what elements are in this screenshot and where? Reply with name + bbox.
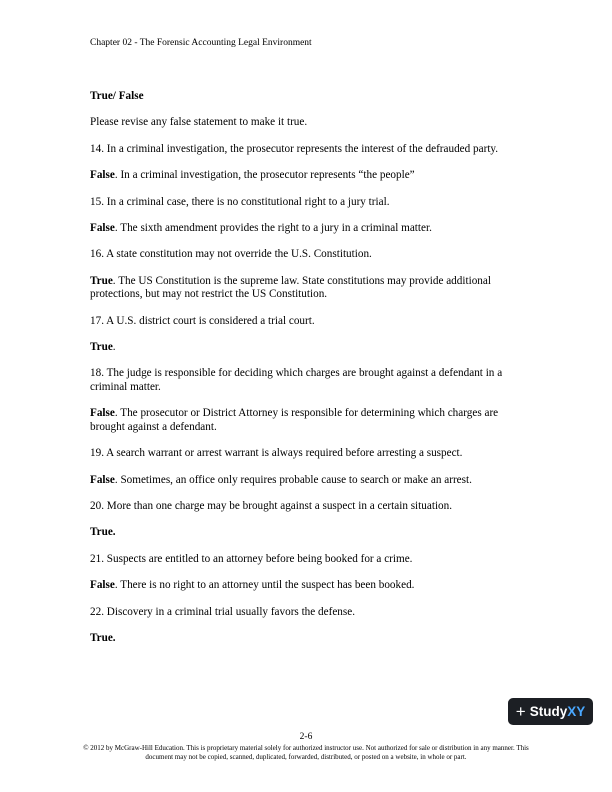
question-20: 20. More than one charge may be brought against a suspect in a certain situation. [90,499,453,512]
answer-explanation: . The sixth amendment provides the right to a jury in a criminal matter. [114,222,432,235]
answer-verdict: False [90,473,115,486]
answer-19 [90,474,530,487]
question-21: 21. Suspects are entitled to an attorney before being booked for a crime. [90,552,413,565]
answer-verdict: False [90,579,115,592]
answer-16 [90,275,530,302]
brand-part-xy: XY [567,704,586,719]
answer-verdict: True [90,341,113,354]
question-16: 16. A state constitution may not override the U.S. Constitution. [90,248,372,261]
studyxy-badge[interactable] [508,698,593,725]
answer-explanation: . Sometimes, an office only requires probable cause to search or make an arrest. [114,473,472,486]
answer-22 [90,632,530,645]
brand-name [530,704,586,719]
answer-15 [90,222,530,235]
question-22: 22. Discovery in a criminal trial usually favors the defense. [90,605,355,618]
answer-18 [90,407,530,434]
question-15: 15. In a criminal case, there is no constitutional right to a jury trial. [90,195,390,208]
answer-explanation: . [112,341,116,354]
copyright-notice: © 2012 by McGraw-Hill Education. This is proprietary material solely for authorized instructor use. Not authorized for sale or distribution in any manner. This document may not be copied, scanned, duplicated, forwarded, distributed, or posted on a website, in whole or part. [83,743,529,761]
answer-verdict: True [90,274,113,287]
answer-20 [90,526,530,539]
answer-verdict: False [90,407,115,420]
page-number: 2-6 [299,732,313,742]
chapter-header: Chapter 02 - The Forensic Accounting Legal Environment [90,38,312,48]
section-title: True/ False [90,90,144,102]
question-14: 14. In a criminal investigation, the prosecutor represents the interest of the defrauded party. [90,142,499,155]
page-footer [80,733,532,763]
answer-explanation: . There is no right to an attorney until the suspect has been booked. [114,579,415,592]
answer-21 [90,579,530,592]
brand-part-study: Study [529,704,568,719]
instructions: Please revise any false statement to make it true. [90,116,308,129]
question-17: 17. A U.S. district court is considered a trial court. [90,314,315,327]
answer-14 [90,169,530,182]
question-18: 18. The judge is responsible for deciding which charges are brought against a defendant in a criminal matter. [90,367,503,393]
answer-explanation: . The prosecutor or District Attorney is responsible for determining which charges are brought against a defendant. [90,407,499,433]
plus-icon: + [515,702,526,721]
answer-explanation: . In a criminal investigation, the prosecutor represents “the people” [114,169,415,182]
answer-explanation: . The US Constitution is the supreme law. State constitutions may provide additional protections, but may not restrict the US Constitution. [90,274,491,301]
question-19: 19. A search warrant or arrest warrant is always required before arresting a suspect. [90,447,463,460]
answer-verdict: True. [90,526,116,539]
question-content [90,90,530,658]
answer-verdict: True. [90,631,116,644]
answer-verdict: False [90,169,115,182]
answer-verdict: False [90,222,115,235]
answer-17 [90,341,530,354]
